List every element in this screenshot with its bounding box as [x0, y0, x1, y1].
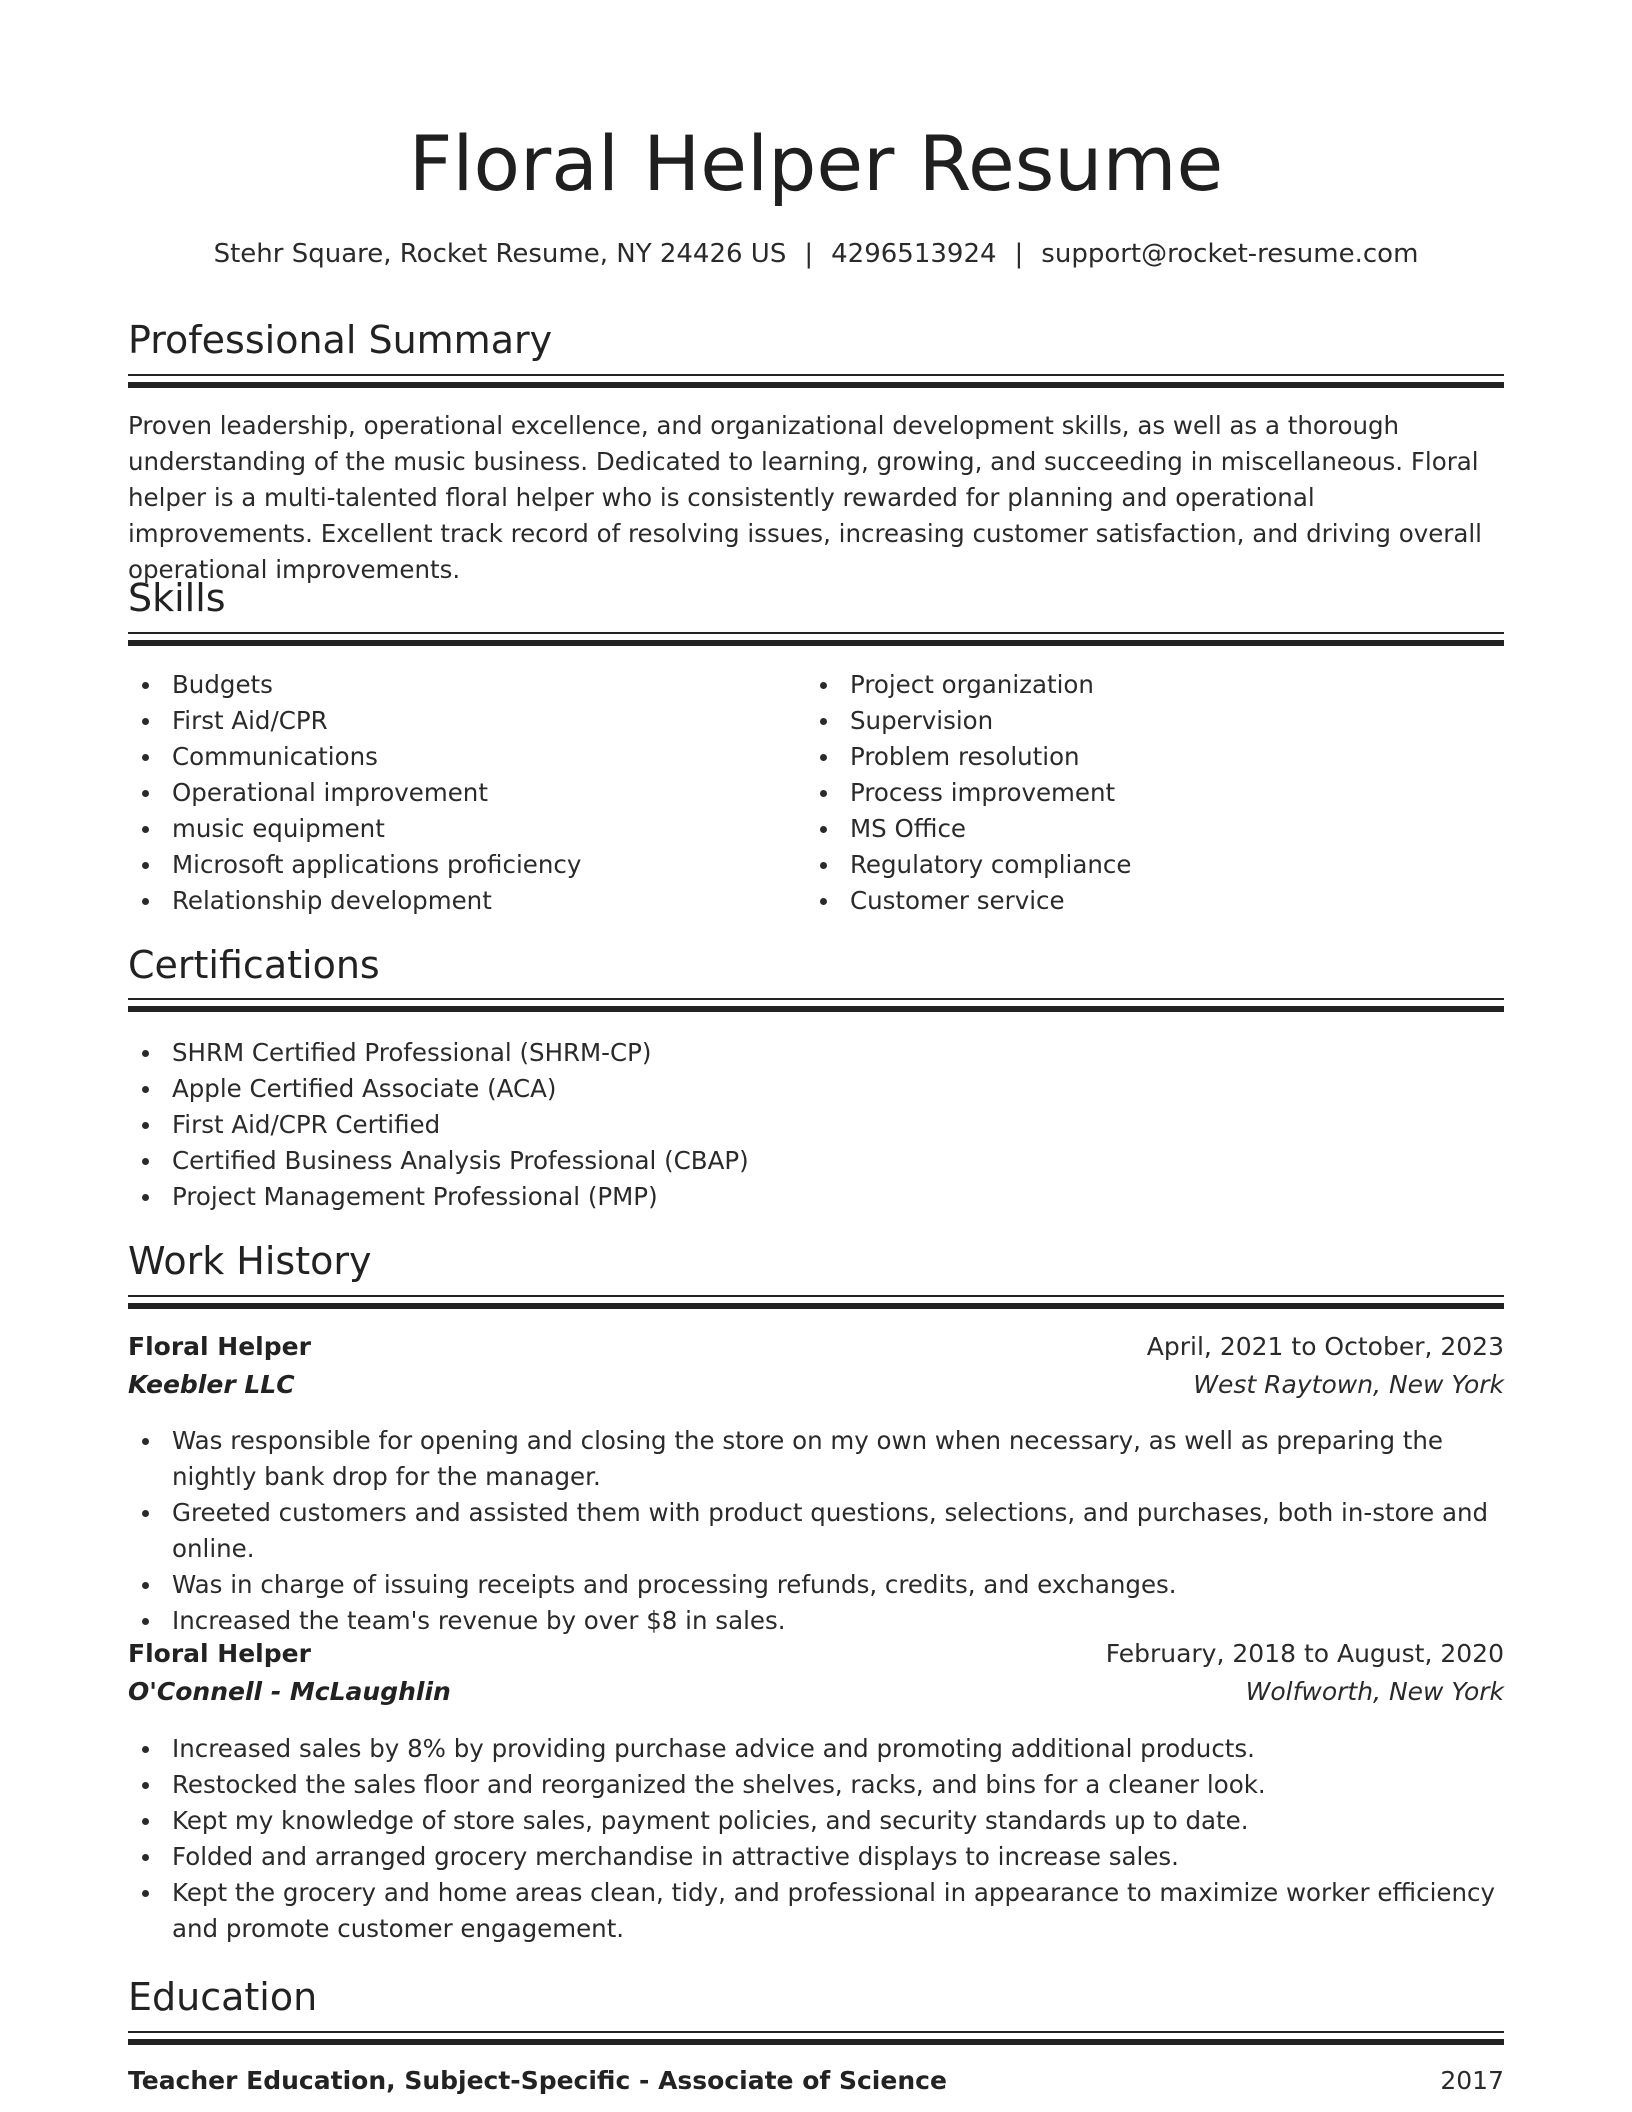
job-bullets: [128, 1731, 1504, 1947]
job-bullet: Was in charge of issuing receipts and processing refunds, credits, and exchanges.: [128, 1567, 1504, 1603]
section-heading-certifications: [128, 943, 1504, 989]
job-dates: April, 2021 to October, 2023: [1146, 1332, 1504, 1361]
skill-item: Budgets: [128, 667, 808, 703]
skill-item: Project organization: [806, 667, 1486, 703]
certifications-list: [128, 1035, 1504, 1215]
contact-email[interactable]: support@rocket-resume.com: [1041, 239, 1419, 269]
section-heading-work: [128, 1239, 1504, 1285]
certification-item: First Aid/CPR Certified: [128, 1107, 1504, 1143]
job-bullet: Restocked the sales floor and reorganized the shelves, racks, and bins for a cleaner look.: [128, 1767, 1504, 1803]
contact-separator: |: [1014, 239, 1024, 269]
contact-address: Stehr Square, Rocket Resume, NY 24426 US: [213, 239, 787, 269]
skill-item: Microsoft applications proficiency: [128, 847, 808, 883]
skill-item: Customer service: [806, 883, 1486, 919]
job-bullet: Increased the team's revenue by over $8 in sales.: [128, 1603, 1504, 1639]
summary-heading: Professional Summary: [128, 318, 553, 362]
certification-item: SHRM Certified Professional (SHRM-CP): [128, 1035, 1504, 1071]
section-heading-skills: [128, 576, 1504, 622]
job-company-row: [128, 1677, 1504, 1713]
work-heading: Work History: [128, 1239, 372, 1283]
skills-heading: Skills: [128, 576, 226, 620]
skill-item: Relationship development: [128, 883, 808, 919]
education-year: 2017: [1440, 2066, 1504, 2095]
job-bullet: Increased sales by 8% by providing purchase advice and promoting additional products.: [128, 1731, 1504, 1767]
skills-list-left: [128, 667, 808, 919]
skill-item: Process improvement: [806, 775, 1486, 811]
section-divider: [128, 1295, 1504, 1309]
education-heading: Education: [128, 1975, 318, 2019]
certification-item: Project Management Professional (PMP): [128, 1179, 1504, 1215]
job-bullet: Greeted customers and assisted them with product questions, selections, and purchases, both in-store and online.: [128, 1495, 1504, 1567]
skill-item: First Aid/CPR: [128, 703, 808, 739]
section-divider: [128, 632, 1504, 646]
job-location: West Raytown, New York: [1193, 1370, 1504, 1399]
contact-phone: 4296513924: [831, 239, 997, 269]
contact-separator: |: [804, 239, 814, 269]
job-bullet: Kept the grocery and home areas clean, tidy, and professional in appearance to maximize worker efficiency and promote customer engagement.: [128, 1875, 1504, 1947]
skill-item: Regulatory compliance: [806, 847, 1486, 883]
job-title: Floral Helper: [128, 1332, 311, 1361]
skill-item: MS Office: [806, 811, 1486, 847]
job-header-row: [128, 1332, 1504, 1368]
job-bullets: [128, 1423, 1504, 1639]
section-divider: [128, 374, 1504, 388]
section-heading-summary: [128, 318, 1504, 364]
skill-item: Problem resolution: [806, 739, 1486, 775]
job-company: O'Connell - McLaughlin: [128, 1677, 451, 1706]
skill-item: music equipment: [128, 811, 808, 847]
section-heading-education: [128, 1975, 1504, 2021]
job-company: Keebler LLC: [128, 1370, 295, 1399]
education-degree: Teacher Education, Subject-Specific - Associate of Science: [128, 2066, 947, 2095]
skill-item: Supervision: [806, 703, 1486, 739]
certification-item: Apple Certified Associate (ACA): [128, 1071, 1504, 1107]
education-row: [128, 2066, 1504, 2102]
job-bullet: Was responsible for opening and closing the store on my own when necessary, as well as preparing the nightly bank drop for the manager.: [128, 1423, 1504, 1495]
resume-title: Floral Helper Resume: [408, 119, 1224, 208]
section-divider: [128, 2031, 1504, 2045]
certification-item: Certified Business Analysis Professional (CBAP): [128, 1143, 1504, 1179]
job-header-row: [128, 1639, 1504, 1675]
job-dates: February, 2018 to August, 2020: [1105, 1639, 1504, 1668]
job-bullet: Kept my knowledge of store sales, payment policies, and security standards up to date.: [128, 1803, 1504, 1839]
job-bullet: Folded and arranged grocery merchandise in attractive displays to increase sales.: [128, 1839, 1504, 1875]
job-location: Wolfworth, New York: [1245, 1677, 1504, 1706]
skill-item: Operational improvement: [128, 775, 808, 811]
certifications-heading: Certifications: [128, 943, 380, 987]
job-title: Floral Helper: [128, 1639, 311, 1668]
skills-list-right: [806, 667, 1486, 919]
summary-text: Proven leadership, operational excellence, and organizational development skills, as well as a thorough understanding of the music business. Dedicated to learning, growing, and succeeding in miscellaneous. Floral helper is a multi-talented floral helper who is consistently rewarded for planning and operational improvements. Excellent track record of resolving issues, increasing customer satisfaction, and driving overall operational improvements.: [128, 411, 1482, 584]
skill-item: Communications: [128, 739, 808, 775]
job-company-row: [128, 1370, 1504, 1406]
contact-line: [128, 238, 1504, 272]
section-divider: [128, 998, 1504, 1012]
